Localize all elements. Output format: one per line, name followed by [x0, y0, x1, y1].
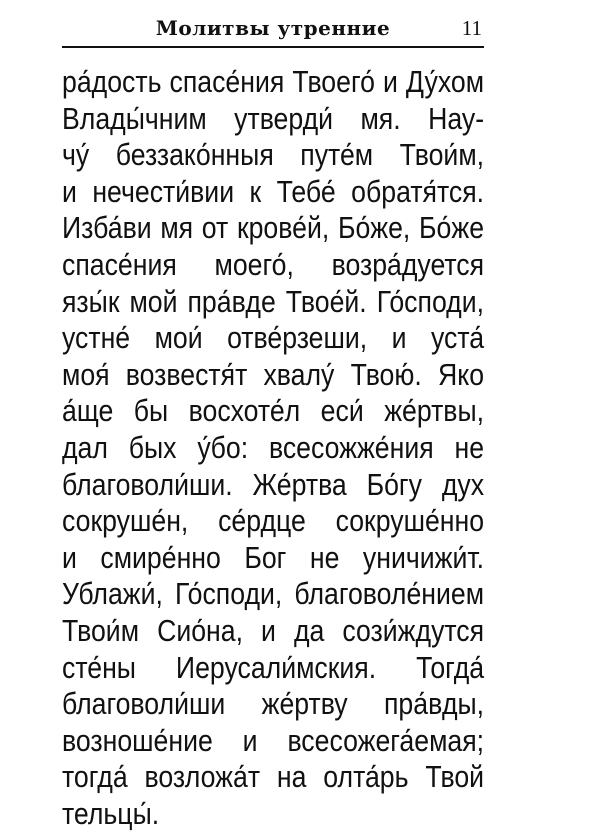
text-word: Бо́же — [419, 210, 485, 246]
text-word: Твое́й. — [285, 283, 367, 319]
text-word: хвалу́ — [263, 356, 335, 392]
text-word: мя — [160, 210, 194, 246]
text-word: моего́, — [214, 246, 294, 282]
text-word: Твои́м — [62, 612, 140, 648]
text-line — [62, 467, 484, 504]
text-word: спасе́ния — [169, 64, 285, 99]
text-line — [62, 284, 484, 321]
text-word: и — [261, 612, 276, 648]
text-line — [62, 759, 484, 796]
text-word: Твой — [425, 759, 485, 795]
text-word: Го́споди, — [376, 283, 485, 319]
text-word: Нау- — [428, 100, 485, 136]
header-rule — [62, 46, 484, 48]
text-word: Влады́чним — [62, 100, 207, 136]
text-word: сокруше́н, — [62, 503, 189, 539]
text-word: сте́ны — [62, 649, 136, 685]
text-word: нечести́вии — [92, 173, 235, 209]
text-line — [62, 540, 484, 577]
text-word: не — [309, 539, 340, 575]
text-line — [62, 686, 484, 723]
text-line — [62, 393, 484, 430]
text-word: Ду́хом — [405, 64, 485, 99]
text-word: устне́ — [62, 320, 131, 356]
text-word: да — [293, 612, 325, 648]
text-line — [62, 137, 484, 174]
text-word: Бо́гу — [366, 466, 422, 502]
text-word: Тебе́ — [276, 173, 336, 209]
text-word: благоволе́нием — [294, 576, 485, 612]
text-line — [62, 320, 484, 357]
text-word: от — [201, 210, 229, 246]
text-word: отве́рзеши, — [227, 320, 368, 356]
text-word: пра́вде — [187, 283, 276, 319]
text-word: дух — [441, 466, 485, 502]
text-word: возноше́ние — [62, 722, 213, 758]
text-word: к — [249, 173, 262, 209]
text-word: мя. — [360, 100, 401, 136]
text-word: Ублажи́, — [62, 576, 163, 612]
text-line — [62, 796, 484, 832]
text-word: олта́рь — [323, 759, 409, 795]
text-word: уста́ — [430, 320, 485, 356]
text-line — [62, 64, 484, 101]
text-word: Иерусали́мския. — [175, 649, 377, 685]
text-word: язы́к — [62, 283, 120, 319]
text-word: благоволи́ши — [62, 686, 226, 722]
book-page — [62, 14, 484, 832]
text-word: ра́дость — [62, 64, 162, 99]
text-word: уничижи́т. — [362, 539, 485, 575]
text-word: а́ще — [62, 393, 114, 429]
text-word: тогда́ — [62, 759, 128, 795]
text-line — [62, 430, 484, 467]
text-word: Тогда́ — [416, 649, 485, 685]
text-word: бых — [128, 429, 177, 465]
text-word: возложа́т — [144, 759, 261, 795]
text-line — [62, 723, 484, 760]
text-word: Твои́м, — [399, 137, 485, 173]
text-word: же́ртвы, — [384, 393, 485, 429]
text-line — [62, 101, 484, 138]
text-word: тельцы́. — [62, 795, 160, 831]
text-word: на — [276, 759, 307, 795]
text-word: крове́й, — [236, 210, 330, 246]
text-line — [62, 174, 484, 211]
text-word: возвестя́т — [125, 356, 248, 392]
text-word: путе́м — [300, 137, 374, 173]
text-word: се́рдце — [218, 503, 306, 539]
text-word: Изба́ви — [62, 210, 152, 246]
text-word: мой — [129, 283, 178, 319]
text-word: Бог — [244, 539, 287, 575]
text-word: Твою́. — [350, 356, 422, 392]
text-word: и — [62, 173, 77, 209]
text-word: не — [454, 429, 485, 465]
text-word: моя́ — [62, 356, 110, 392]
text-word: всесожега́емая; — [287, 722, 485, 758]
prayer-text — [62, 64, 484, 832]
text-word: бы — [133, 393, 169, 429]
text-line — [62, 357, 484, 394]
text-word: обратя́тся. — [351, 173, 485, 209]
text-word: Го́споди, — [174, 576, 283, 612]
text-word: и — [242, 722, 258, 758]
text-line — [62, 650, 484, 687]
text-word: дал — [62, 429, 108, 465]
text-word: Твоего́ — [292, 64, 375, 99]
text-word: утверди́ — [234, 100, 334, 136]
text-word: возра́дуется — [331, 246, 485, 282]
text-line — [62, 210, 484, 247]
text-line — [62, 247, 484, 284]
running-header — [62, 14, 484, 44]
text-word: восхоте́л — [188, 393, 301, 429]
text-word: смире́нно — [100, 539, 221, 575]
text-word: и — [382, 64, 398, 99]
text-word: Яко — [437, 356, 485, 392]
text-word: же́ртву — [261, 686, 348, 722]
text-word: Же́ртва — [252, 466, 347, 502]
text-word: у́бо: — [197, 429, 249, 465]
text-line — [62, 613, 484, 650]
text-word: сокруше́нно — [335, 503, 485, 539]
text-word: благоволи́ши. — [62, 466, 233, 502]
text-word: чу́ — [62, 137, 90, 173]
text-word: всесожже́ния — [268, 429, 434, 465]
text-word: беззако́нныя — [115, 137, 274, 173]
text-word: и — [391, 320, 407, 356]
running-title: Молитвы утренние — [155, 16, 391, 40]
text-word: и — [62, 539, 77, 575]
text-word: пра́вды, — [383, 686, 485, 722]
text-word: Бо́же, — [337, 210, 411, 246]
text-word: спасе́ния — [62, 246, 177, 282]
text-line — [62, 576, 484, 613]
page-number: 11 — [461, 16, 482, 40]
text-word: мои́ — [154, 320, 203, 356]
text-word: сози́ждутся — [342, 612, 485, 648]
text-word: Сио́на, — [157, 612, 244, 648]
text-word: еси́ — [320, 393, 364, 429]
text-line — [62, 503, 484, 540]
